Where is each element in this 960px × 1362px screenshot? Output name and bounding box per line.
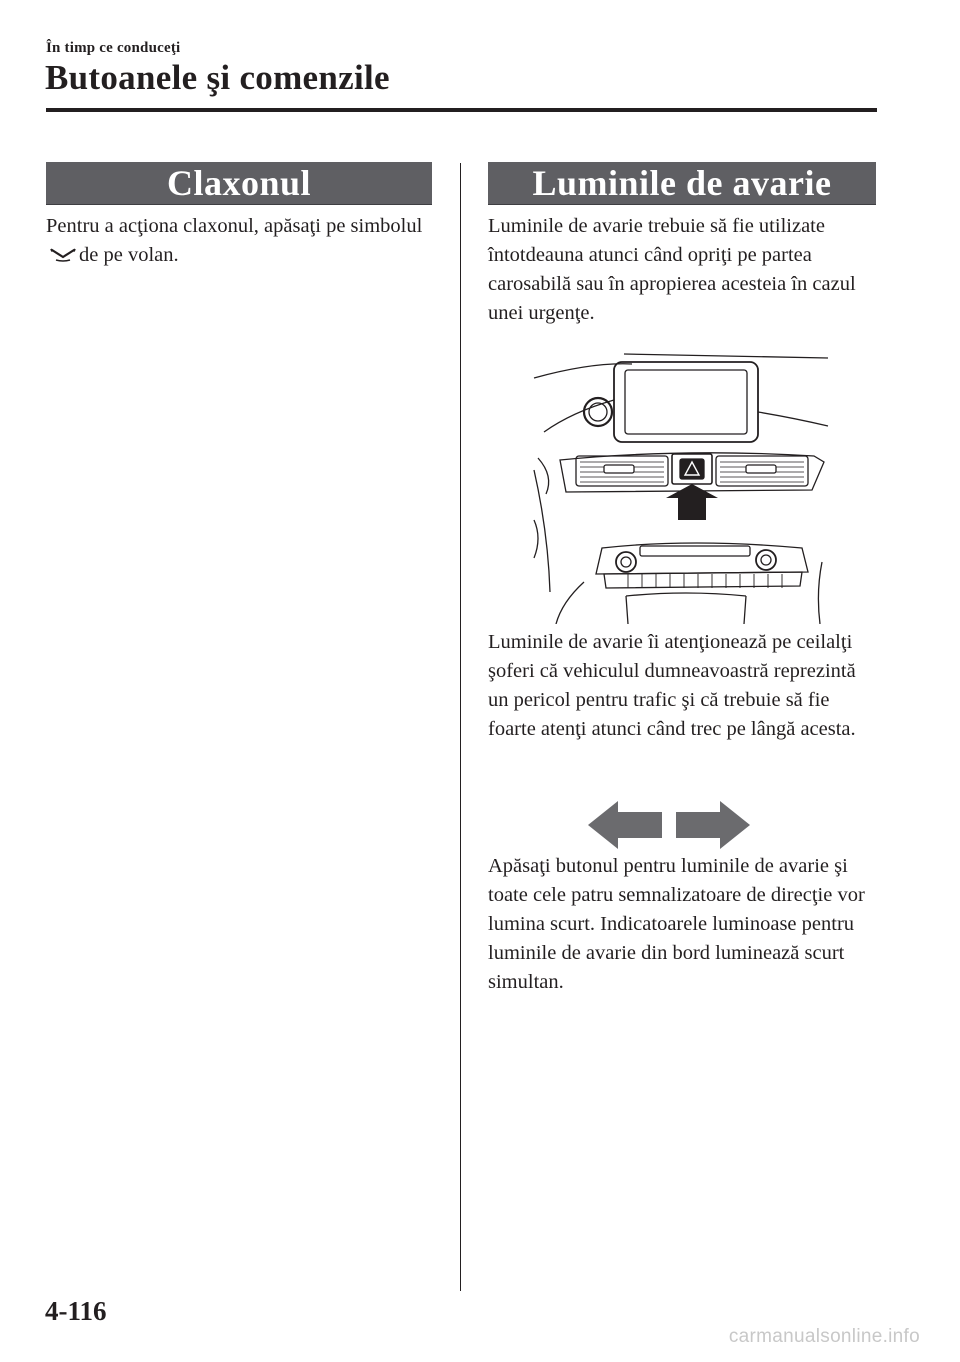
breadcrumb: În timp ce conduceţi	[46, 40, 181, 56]
horn-paragraph	[46, 212, 426, 270]
dashboard-hazard-button-illustration	[532, 352, 830, 624]
hazard-warning-paragraph: Luminile de avarie îi atenţionează pe ceilalţi şoferi că vehiculul dumneavoastră reprezintă un pericol pentru trafic şi că trebuie să fie foarte atenţi atunci când trec pe lângă acesta.	[488, 631, 856, 740]
title-rule	[46, 108, 877, 112]
section-heading-horn: Claxonul	[46, 162, 432, 205]
turn-signal-arrows-icon	[588, 800, 750, 850]
section-heading-hazard: Luminile de avarie	[488, 162, 876, 205]
page-title: Butoanele şi comenzile	[45, 58, 390, 97]
horn-icon	[50, 248, 76, 262]
column-divider	[460, 163, 461, 1291]
horn-text-before: Pentru a acţiona claxonul, apăsaţi pe simbolul	[46, 215, 423, 237]
horn-text-after: de pe volan.	[79, 244, 179, 266]
watermark: carmanualsonline.info	[728, 1326, 920, 1347]
page-number: 4-116	[45, 1296, 107, 1326]
hazard-press-paragraph: Apăsaţi butonul pentru luminile de avarie şi toate cele patru semnalizatoare de direcţie vor lumina scurt. Indicatoarele luminoase pentru luminile de avarie din bord luminează scurt simultan.	[488, 855, 865, 993]
hazard-intro-paragraph: Luminile de avarie trebuie să fie utilizate întotdeauna atunci când opriţi pe partea carosabilă sau în apropierea acesteia în cazul unei urgenţe.	[488, 215, 856, 324]
